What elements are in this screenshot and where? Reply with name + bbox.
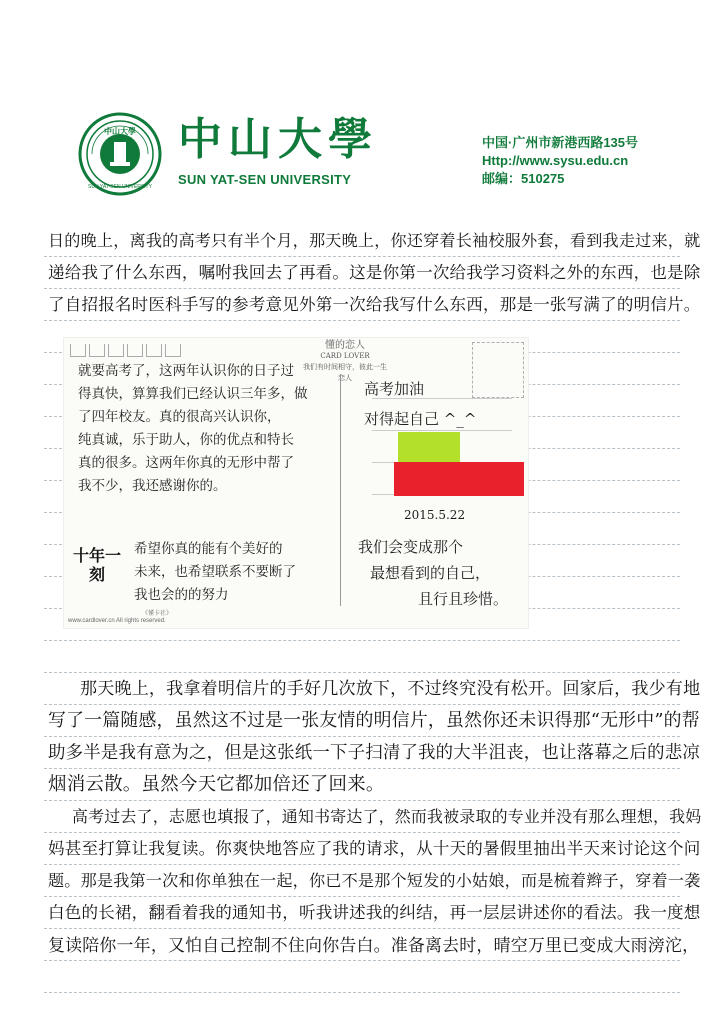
university-seal-icon	[78, 112, 162, 196]
postcard-divider	[340, 374, 341, 606]
contact-block	[482, 134, 638, 188]
letter-line: 高考过去了，志愿也填报了，通知书寄达了，然而我被录取的专业并没有那么理想，我妈	[72, 807, 702, 826]
letter-line: 那天晚上，我拿着明信片的手好几次放下，不过终究没有松开。回家后，我少有地	[80, 679, 701, 699]
svg-text:SUN YAT-SEN UNIVERSITY: SUN YAT-SEN UNIVERSITY	[88, 184, 152, 190]
university-name-en: SUN YAT-SEN UNIVERSITY	[178, 172, 352, 187]
letterhead	[78, 108, 678, 198]
letter-line: 日的晚上，离我的高考只有半个月，那天晚上，你还穿着长袖校服外套，看到我走过来，就	[48, 231, 701, 250]
letter-line: 助多半是我有意为之，但是这张纸一下子扫清了我的大半沮丧，也让落幕之后的悲凉	[48, 743, 701, 763]
postcard-header: 懂的恋人 CARD LOVER 我们有时间相守，彼此一生恋人	[303, 340, 387, 382]
postcard-brand: 《懂卡社》	[142, 611, 173, 617]
letter-line: 递给我了什么东西，嘱咐我回去了再看。这是你第一次给我学习资料之外的东西，也是除	[48, 263, 701, 282]
letter-line: 妈甚至打算让我复读。你爽快地答应了我的请求，从十天的暑假里抽出半天来讨论这个问	[48, 839, 701, 858]
postcode-boxes	[70, 342, 184, 356]
svg-text:中山大學: 中山大學	[104, 127, 136, 136]
ten-years-stamp-mark: 十年一刻	[72, 546, 121, 584]
postcode-text: 邮编：510275	[482, 171, 565, 186]
postcard-wish: 希望你真的能有个美好的 未来，也希望联系不要断了 我也会的的努力	[134, 541, 296, 603]
letter-line: 了自招报名时医科手写的参考意见外第一次给我写什么东西，那是一张写满了的明信片。	[48, 295, 701, 314]
postcard-address-note: 高考加油 对得起自己 ^_^	[364, 380, 477, 428]
letter-line: 烟消云散。虽然今天它都加倍还了回来。	[48, 774, 385, 795]
letter-line: 白色的长裙，翻看着我的通知书，听我讲述我的纠结，再一层层讲述你的看法。我一度想	[48, 903, 701, 922]
postcard-photo	[64, 338, 528, 628]
letter-line: 复读陪你一年，又怕自己控制不住向你告白。准备离去时，晴空万里已变成大雨滂沱，	[48, 935, 700, 955]
letter-line: 题。那是我第一次和你单独在一起，你已不是那个短发的小姑娘，而是梳着辫子，穿着一袭	[48, 871, 701, 890]
postcard-website: www.cardlover.cn All rights reserved.	[68, 618, 166, 624]
redaction-block-green	[398, 432, 460, 462]
ruled-line	[44, 640, 680, 641]
website-link[interactable]: Http://www.sysu.edu.cn	[482, 153, 629, 168]
postcard-closing: 我们会变成那个 最想看到的自己， 且行且珍惜。	[358, 538, 509, 608]
university-name-cn: 中山大學	[178, 114, 378, 165]
letter-line: 写了一篇随感，虽然这不过是一张友情的明信片，虽然你还未识得那“无形中”的帮	[48, 710, 700, 731]
redaction-block-red	[394, 462, 524, 496]
ruled-line	[44, 992, 680, 993]
postcard-date: 2015.5.22	[404, 508, 466, 522]
postcard-message: 就要高考了，这两年认识你的日子过 得真快，算算我们已经认识三年多，做 了四年校友。真的很高兴认识你， 纯真诚，乐于助人，你的优点和特长 真的很多。这两年你真的无形中帮了 我不少，我还感谢你的。	[78, 363, 308, 494]
stamp-box	[472, 342, 524, 398]
address-text: 中国·广州市新港西路135号	[482, 135, 639, 150]
